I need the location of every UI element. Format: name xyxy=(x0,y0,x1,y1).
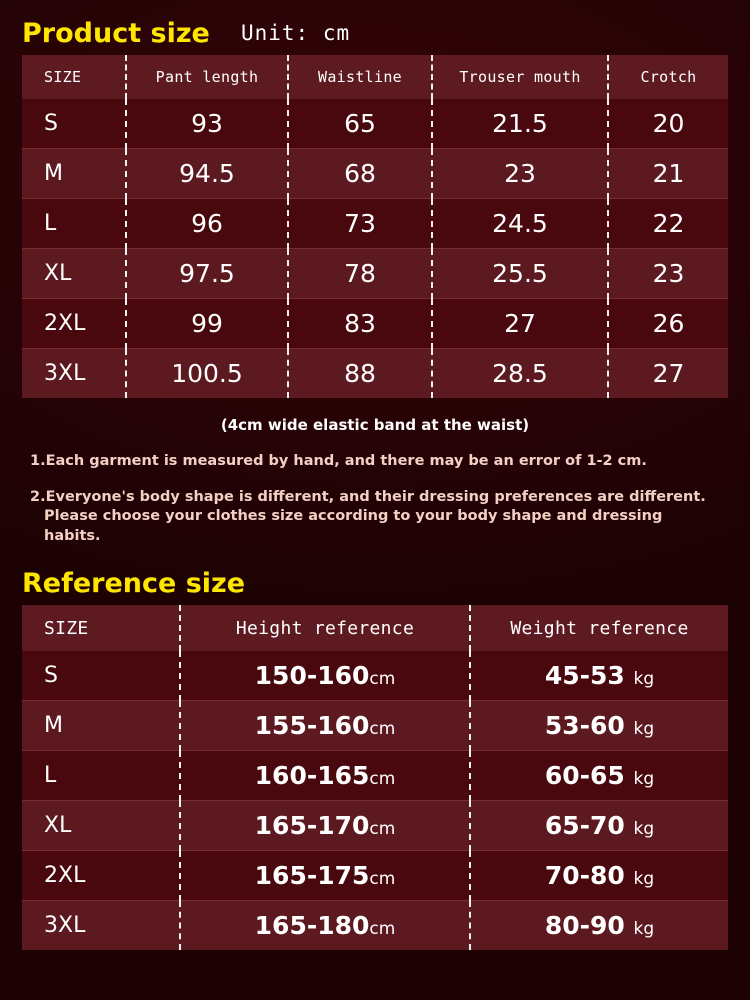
cell-crotch: 23 xyxy=(608,249,728,299)
column-header-size: SIZE xyxy=(22,605,180,651)
column-header-weight-reference: Weight reference xyxy=(470,605,728,651)
height-unit: cm xyxy=(369,919,396,940)
cell-height xyxy=(180,901,470,951)
cell-size: S xyxy=(22,99,126,149)
height-unit: cm xyxy=(369,669,396,690)
cell-size: XL xyxy=(22,249,126,299)
column-header-pant-length: Pant length xyxy=(126,55,288,99)
weight-unit: kg xyxy=(633,719,655,740)
cell-waistline: 78 xyxy=(288,249,432,299)
weight-unit: kg xyxy=(633,769,655,790)
cell-crotch: 21 xyxy=(608,149,728,199)
table-row xyxy=(22,801,728,851)
cell-size: M xyxy=(22,149,126,199)
cell-size: 2XL xyxy=(22,299,126,349)
cell-size: 2XL xyxy=(22,851,180,901)
cell-trouser-mouth: 23 xyxy=(432,149,608,199)
table-row xyxy=(22,851,728,901)
height-value: 165-180 xyxy=(254,911,370,941)
cell-size: M xyxy=(22,701,180,751)
cell-trouser-mouth: 21.5 xyxy=(432,99,608,149)
weight-value: 65-70 xyxy=(544,811,625,841)
unit-label: Unit: cm xyxy=(240,21,351,45)
notes-block xyxy=(22,448,728,546)
height-unit: cm xyxy=(369,869,396,890)
table-row xyxy=(22,349,728,399)
cell-weight xyxy=(470,751,728,801)
cell-waistline: 65 xyxy=(288,99,432,149)
column-header-crotch: Crotch xyxy=(608,55,728,99)
table-row xyxy=(22,701,728,751)
table-header-row xyxy=(22,605,728,651)
table-row xyxy=(22,99,728,149)
cell-crotch: 20 xyxy=(608,99,728,149)
cell-weight xyxy=(470,801,728,851)
height-value: 155-160 xyxy=(254,711,370,741)
cell-trouser-mouth: 28.5 xyxy=(432,349,608,399)
cell-waistline: 88 xyxy=(288,349,432,399)
weight-unit: kg xyxy=(633,669,655,690)
reference-size-header xyxy=(22,562,728,605)
cell-pant-length: 93 xyxy=(126,99,288,149)
table-header-row xyxy=(22,55,728,99)
cell-waistline: 83 xyxy=(288,299,432,349)
table-row xyxy=(22,149,728,199)
cell-size: S xyxy=(22,651,180,701)
cell-size: L xyxy=(22,751,180,801)
cell-weight xyxy=(470,901,728,951)
height-unit: cm xyxy=(369,719,396,740)
cell-crotch: 26 xyxy=(608,299,728,349)
cell-pant-length: 96 xyxy=(126,199,288,249)
column-header-height-reference: Height reference xyxy=(180,605,470,651)
cell-height xyxy=(180,751,470,801)
table-row xyxy=(22,199,728,249)
cell-size: 3XL xyxy=(22,349,126,399)
cell-size: L xyxy=(22,199,126,249)
weight-unit: kg xyxy=(633,819,655,840)
weight-value: 80-90 xyxy=(544,911,625,941)
cell-waistline: 68 xyxy=(288,149,432,199)
height-value: 150-160 xyxy=(254,661,370,691)
table-row xyxy=(22,299,728,349)
cell-height xyxy=(180,701,470,751)
cell-height xyxy=(180,851,470,901)
cell-trouser-mouth: 24.5 xyxy=(432,199,608,249)
column-header-waistline: Waistline xyxy=(288,55,432,99)
cell-pant-length: 97.5 xyxy=(126,249,288,299)
cell-weight xyxy=(470,651,728,701)
height-unit: cm xyxy=(369,769,396,790)
note-measurement-error: 1.Each garment is measured by hand, and there may be an error of 1-2 cm. xyxy=(30,453,647,469)
cell-size: 3XL xyxy=(22,901,180,951)
cell-height xyxy=(180,651,470,701)
cell-trouser-mouth: 27 xyxy=(432,299,608,349)
table-row xyxy=(22,901,728,951)
cell-waistline: 73 xyxy=(288,199,432,249)
reference-title: Reference size xyxy=(22,568,246,600)
note-body-shape xyxy=(30,488,720,547)
cell-weight xyxy=(470,701,728,751)
weight-value: 45-53 xyxy=(544,661,625,691)
height-value: 165-175 xyxy=(254,861,370,891)
cell-weight xyxy=(470,851,728,901)
note-body-shape-line2: Please choose your clothes size according to your body shape and dressing habits. xyxy=(44,508,663,544)
table-row xyxy=(22,751,728,801)
cell-crotch: 22 xyxy=(608,199,728,249)
reference-size-table xyxy=(22,605,728,950)
cell-size: XL xyxy=(22,801,180,851)
product-size-header xyxy=(22,0,728,55)
table-row xyxy=(22,249,728,299)
cell-trouser-mouth: 25.5 xyxy=(432,249,608,299)
table-row xyxy=(22,651,728,701)
weight-unit: kg xyxy=(633,869,655,890)
cell-pant-length: 94.5 xyxy=(126,149,288,199)
cell-crotch: 27 xyxy=(608,349,728,399)
cell-pant-length: 100.5 xyxy=(126,349,288,399)
weight-value: 60-65 xyxy=(544,761,625,791)
product-size-table xyxy=(22,55,728,398)
weight-value: 70-80 xyxy=(544,861,625,891)
column-header-trouser-mouth: Trouser mouth xyxy=(432,55,608,99)
height-value: 165-170 xyxy=(254,811,370,841)
cell-height xyxy=(180,801,470,851)
cell-pant-length: 99 xyxy=(126,299,288,349)
weight-unit: kg xyxy=(633,919,655,940)
page-title: Product size xyxy=(22,18,210,49)
weight-value: 53-60 xyxy=(544,711,625,741)
note-body-shape-line1: 2.Everyone's body shape is different, and their dressing preferences are different. xyxy=(30,488,706,505)
height-value: 160-165 xyxy=(254,761,370,791)
height-unit: cm xyxy=(369,819,396,840)
waistband-caption: (4cm wide elastic band at the waist) xyxy=(220,416,530,434)
column-header-size: SIZE xyxy=(22,55,126,99)
